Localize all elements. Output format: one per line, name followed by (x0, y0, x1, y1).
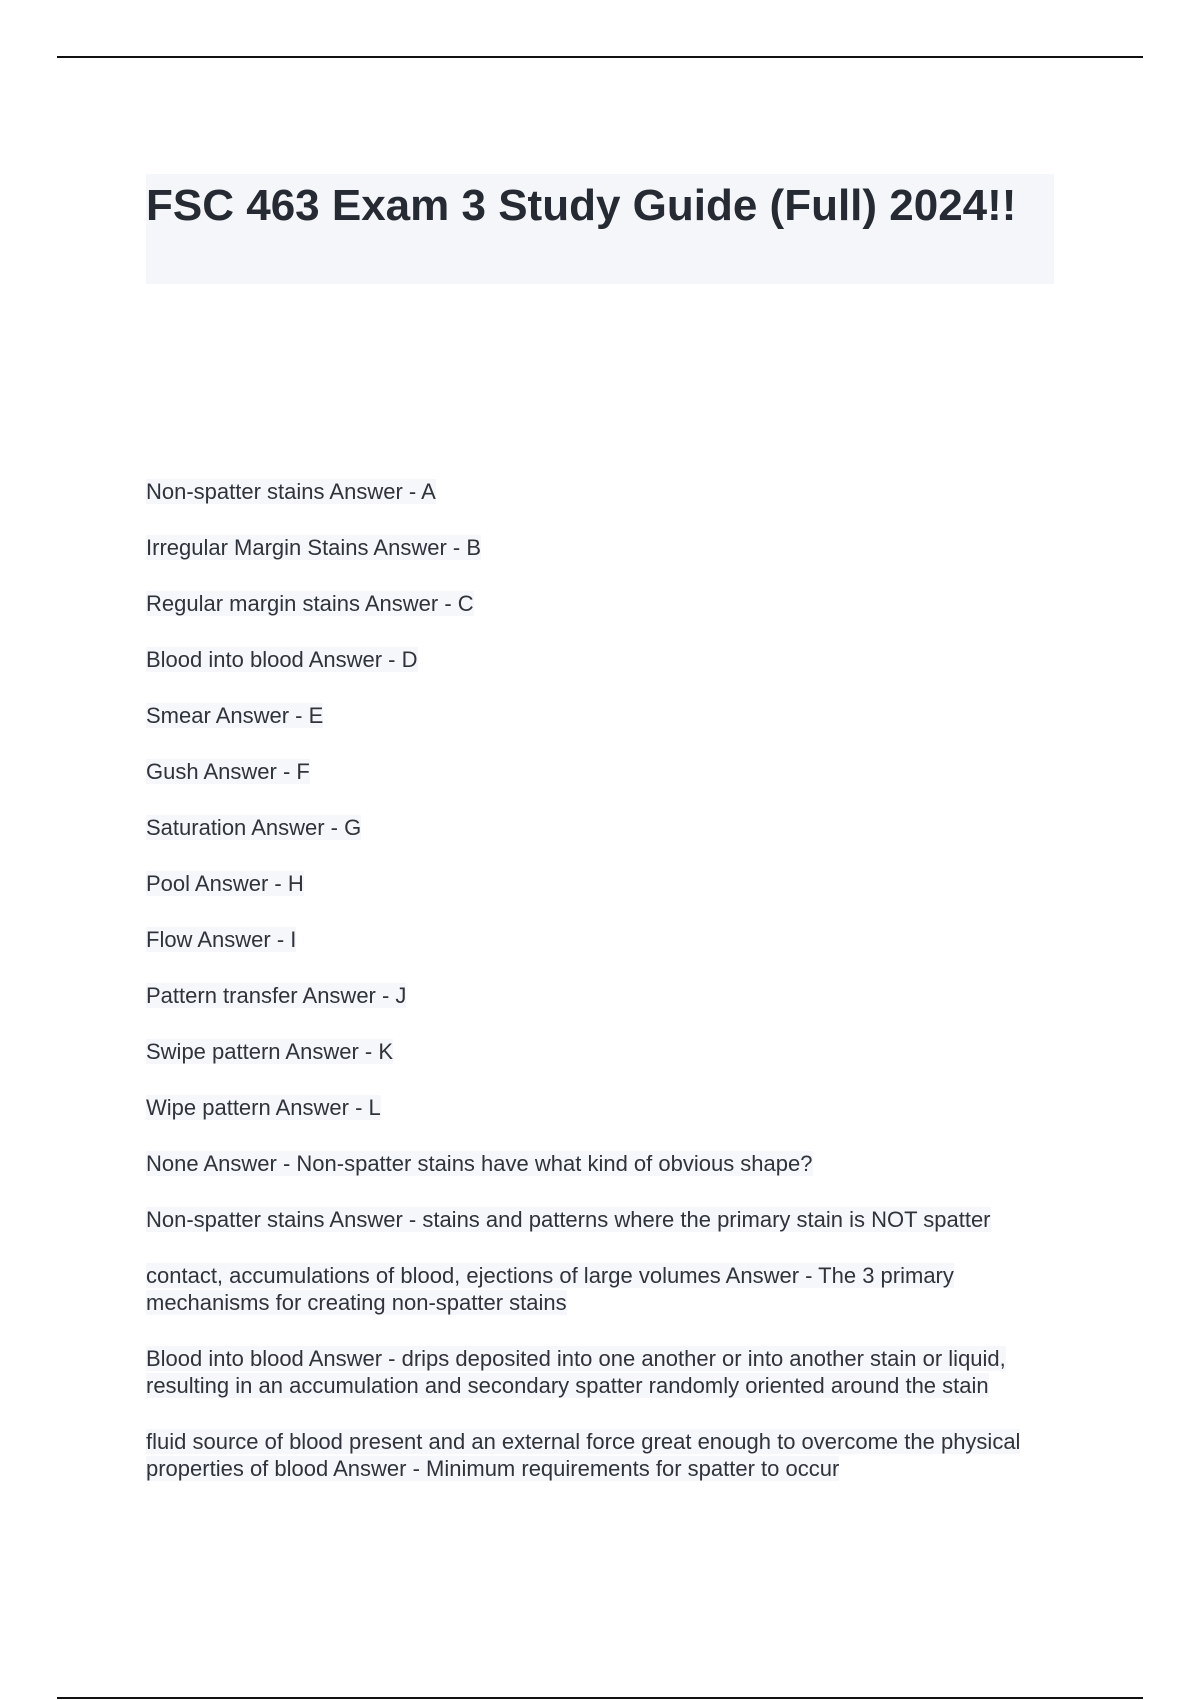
qa-entry-text: contact, accumulations of blood, ejections of large volumes Answer - The 3 primary mechanisms for creating non-spatter stains (146, 1263, 954, 1315)
qa-entry (146, 982, 1054, 1009)
qa-entry-text: Wipe pattern Answer - L (146, 1095, 381, 1120)
qa-entry-text: Pattern transfer Answer - J (146, 983, 407, 1008)
qa-entry-text: Non-spatter stains Answer - stains and patterns where the primary stain is NOT spatter (146, 1207, 991, 1232)
qa-entry (146, 1206, 1054, 1233)
qa-entry-text: Blood into blood Answer - drips deposited into one another or into another stain or liquid, resulting in an accumulation and secondary spatter randomly oriented around the stain (146, 1346, 1006, 1398)
title-block (146, 174, 1054, 284)
qa-entry (146, 1428, 1054, 1482)
qa-entry (146, 1345, 1054, 1399)
qa-entry (146, 1038, 1054, 1065)
qa-entry (146, 926, 1054, 953)
qa-entry (146, 1094, 1054, 1121)
qa-entry (146, 534, 1054, 561)
qa-entry (146, 758, 1054, 785)
qa-list (146, 478, 1054, 1482)
qa-entry-text: Saturation Answer - G (146, 815, 362, 840)
qa-entry (146, 478, 1054, 505)
top-divider (57, 56, 1143, 58)
qa-entry-text: fluid source of blood present and an external force great enough to overcome the physical properties of blood Answer - Minimum requirements for spatter to occur (146, 1429, 1021, 1481)
qa-entry (146, 702, 1054, 729)
qa-entry-text: Swipe pattern Answer - K (146, 1039, 394, 1064)
qa-entry-text: Flow Answer - I (146, 927, 297, 952)
qa-entry-text: Regular margin stains Answer - C (146, 591, 474, 616)
qa-entry-text: Gush Answer - F (146, 759, 310, 784)
qa-entry (146, 646, 1054, 673)
qa-entry (146, 1150, 1054, 1177)
qa-entry (146, 814, 1054, 841)
qa-entry-text: Blood into blood Answer - D (146, 647, 418, 672)
qa-entry-text: Irregular Margin Stains Answer - B (146, 535, 482, 560)
qa-entry-text: Non-spatter stains Answer - A (146, 479, 436, 504)
qa-entry-text: None Answer - Non-spatter stains have what kind of obvious shape? (146, 1151, 813, 1176)
bottom-divider (57, 1697, 1143, 1699)
qa-entry-text: Pool Answer - H (146, 871, 304, 896)
qa-entry-text: Smear Answer - E (146, 703, 324, 728)
qa-entry (146, 590, 1054, 617)
qa-entry (146, 870, 1054, 897)
qa-entry (146, 1262, 1054, 1316)
document-title: FSC 463 Exam 3 Study Guide (Full) 2024!! (146, 181, 1017, 230)
